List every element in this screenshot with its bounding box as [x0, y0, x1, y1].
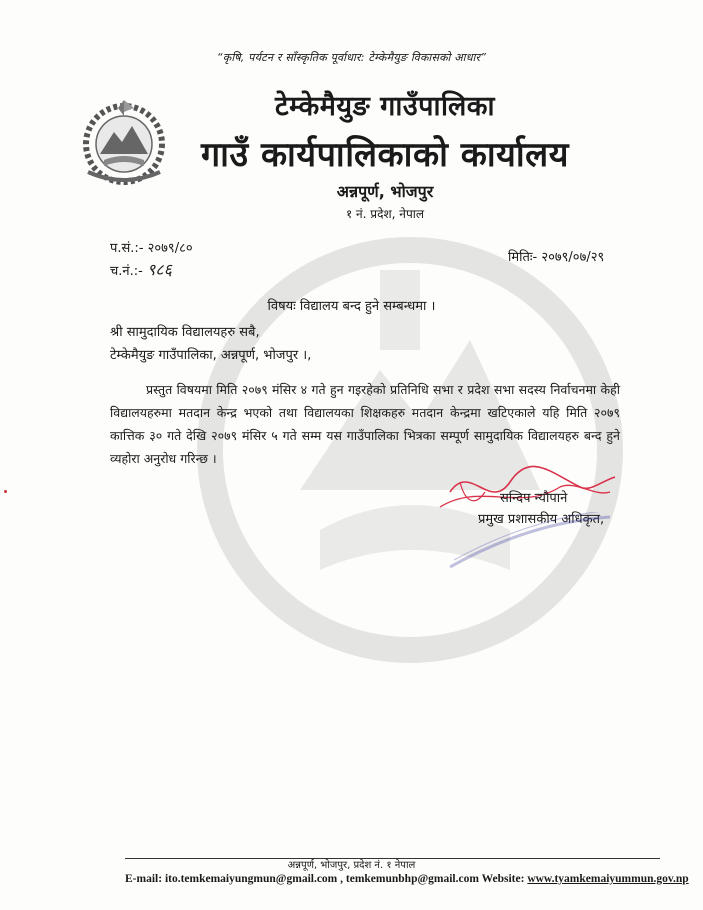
- email-label: E-mail:: [125, 873, 163, 885]
- email-link-2[interactable]: temkemunbhp@gmail.com: [345, 873, 479, 885]
- website-label: Website:: [481, 873, 525, 885]
- chalani-value: ९८६: [146, 260, 172, 279]
- chalani-label: च.नं.:-: [110, 264, 143, 279]
- patra-sankhya: [110, 238, 193, 256]
- letter-body: प्रस्तुत विषयमा मिति २०७९ मंसिर ४ गते हुन गइरहेको प्रतिनिधि सभा र प्रदेश सभा सदस्य निर्वाचनमा केही विद्यालयहरुमा मतदान केन्द्र भएको तथा विद्यालयका शिक्षकहरु मतदान केन्द्रमा खटिएकाले यहि मिति २०७९ कात्तिक ३० गते देखि २०७९ मंसिर ५ गते सम्म यस गाउँपालिका भित्रका सम्पूर्ण सामुदायिक विद्यालयहरु बन्द हुने व्यहोरा अनुरोध गरिन्छ ।: [110, 382, 620, 466]
- recipient-line-1: श्री सामुदायिक विद्यालयहरु सबै,: [110, 325, 260, 340]
- footer-address: अन्नपूर्ण, भोजपुर, प्रदेश नं. १ नेपाल: [287, 860, 416, 871]
- office-province: १ नं. प्रदेश, नेपाल: [345, 207, 425, 221]
- recipient-line-2: टेम्केमैयुङ गाउँपालिका, अन्नपूर्ण, भोजपुर ।,: [110, 348, 312, 363]
- municipality-name: टेम्केमैयुङ गाउँपालिका: [274, 91, 495, 122]
- date-value: २०७९/०७/२९: [541, 250, 605, 265]
- patra-label: प.सं.:-: [110, 241, 144, 256]
- motto: “कृषि, पर्यटन र साँस्कृतिक पूर्वाधार: टेम्केमैयुङ विकासको आधार”: [216, 51, 487, 64]
- office-name: गाउँ कार्यपालिकाको कार्यालय: [201, 135, 569, 175]
- patra-value: २०७९/८०: [147, 241, 193, 256]
- date-label: मितिः-: [508, 250, 538, 265]
- official-stamp: [440, 512, 620, 572]
- letter-date: [508, 247, 604, 265]
- email-separator: ,: [340, 873, 344, 885]
- letter-subject: विषयः विद्यालय बन्द हुने सम्बन्धमा ।: [267, 299, 436, 314]
- signatory-name: सन्दिप न्यौपाने: [500, 491, 568, 506]
- office-address: अन्नपूर्ण, भोजपुर: [336, 182, 434, 201]
- email-link-1[interactable]: ito.temkemaiyungmun@gmail.com: [164, 873, 338, 885]
- footer-contact: [125, 873, 689, 885]
- signatory-title: प्रमुख प्रशासकीय अधिकृत,: [478, 512, 605, 527]
- fold-mark: [4, 490, 7, 493]
- website-link[interactable]: www.tyamkemaiyummun.gov.np: [527, 873, 689, 885]
- chalani-number: [110, 258, 172, 280]
